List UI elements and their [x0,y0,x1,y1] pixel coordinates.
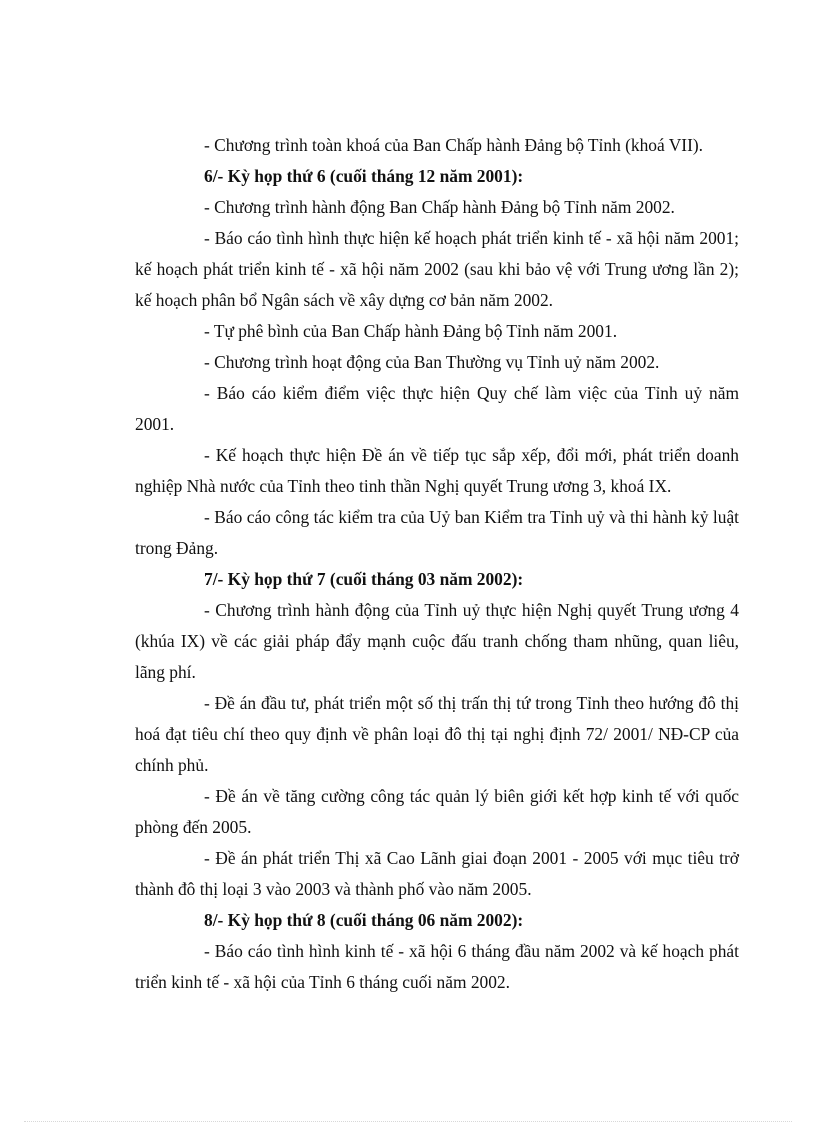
bullet-paragraph: - Đề án phát triển Thị xã Cao Lãnh giai đoạn 2001 - 2005 với mục tiêu trở thành đô thị loại 3 vào 2003 và thành phố vào năm 2005. [135,848,739,899]
bullet-paragraph: - Tự phê bình của Ban Chấp hành Đảng bộ Tỉnh năm 2001. [204,321,618,341]
bullet-paragraph: - Báo cáo công tác kiểm tra của Uỷ ban Kiểm tra Tỉnh uỷ và thi hành kỷ luật trong Đảng. [135,507,739,558]
section-heading-7: 7/- Kỳ họp thứ 7 (cuối tháng 03 năm 2002): [204,569,524,589]
bullet-paragraph: - Kế hoạch thực hiện Đề án về tiếp tục sắp xếp, đổi mới, phát triển doanh nghiệp Nhà nước của Tỉnh theo tinh thần Nghị quyết Trung ương 3, khoá IX. [135,445,739,496]
bullet-paragraph: - Báo cáo tình hình kinh tế - xã hội 6 tháng đầu năm 2002 và kế hoạch phát triển kinh tế - xã hội của Tỉnh 6 tháng cuối năm 2002. [135,941,739,992]
section-heading-6: 6/- Kỳ họp thứ 6 (cuối tháng 12 năm 2001): [204,166,524,186]
bullet-paragraph: - Chương trình toàn khoá của Ban Chấp hành Đảng bộ Tỉnh (khoá VII). [204,135,704,155]
section-heading-8: 8/- Kỳ họp thứ 8 (cuối tháng 06 năm 2002): [204,910,524,930]
bullet-paragraph: - Chương trình hành động Ban Chấp hành Đảng bộ Tỉnh năm 2002. [204,197,675,217]
page-bottom-rule [24,1121,792,1122]
bullet-paragraph: - Báo cáo kiểm điểm việc thực hiện Quy chế làm việc của Tỉnh uỷ năm 2001. [135,383,739,434]
bullet-paragraph: - Chương trình hành động của Tỉnh uỷ thực hiện Nghị quyết Trung ương 4 (khúa IX) về các giải pháp đẩy mạnh cuộc đấu tranh chống tham nhũng, quan liêu, lãng phí. [135,600,739,682]
bullet-paragraph: - Chương trình hoạt động của Ban Thường vụ Tỉnh uỷ năm 2002. [204,352,660,372]
bullet-paragraph: - Đề án về tăng cường công tác quản lý biên giới kết hợp kinh tế với quốc phòng đến 2005. [135,786,739,837]
bullet-paragraph: - Đề án đầu tư, phát triển một số thị trấn thị tứ trong Tỉnh theo hướng đô thị hoá đạt tiêu chí theo quy định về phân loại đô thị tại nghị định 72/ 2001/ NĐ-CP của chính phủ. [135,693,739,775]
bullet-paragraph: - Báo cáo tình hình thực hiện kế hoạch phát triển kinh tế - xã hội năm 2001; kế hoạch phát triển kinh tế - xã hội năm 2002 (sau khi bảo vệ với Trung ương lần 2); kế hoạch phân bổ Ngân sách về xây dựng cơ bản năm 2002. [135,228,739,310]
document-body [135,130,739,998]
